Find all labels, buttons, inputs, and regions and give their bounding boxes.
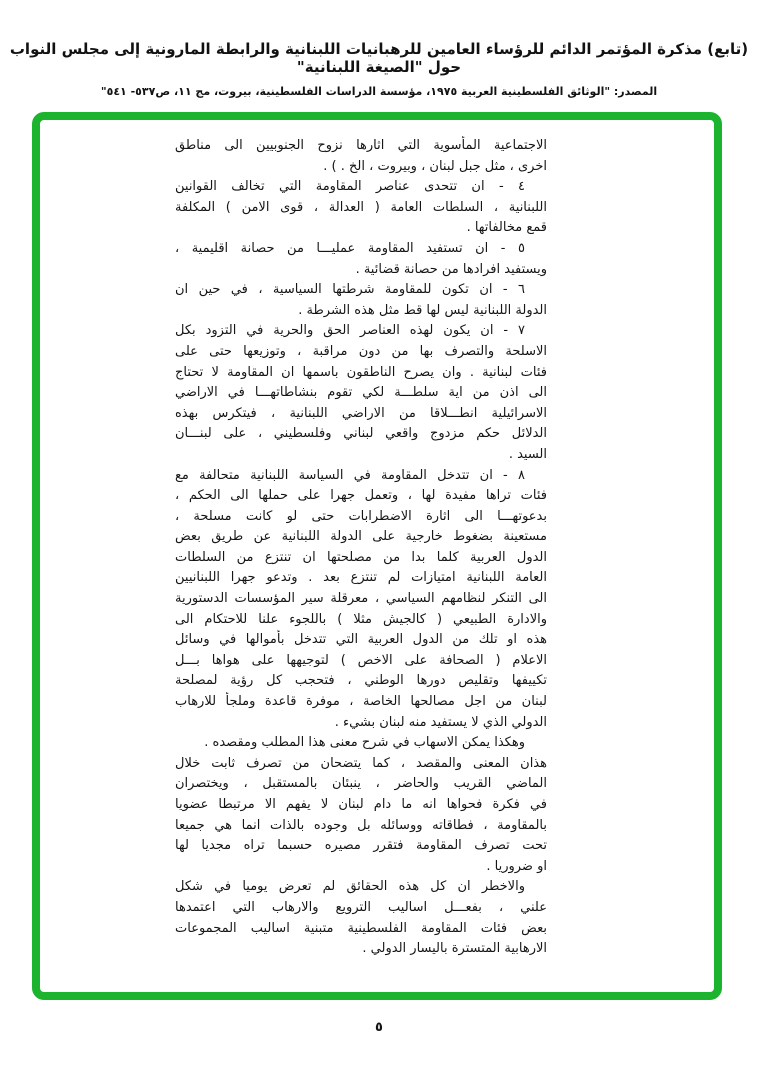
body-line: ٦ - ان تكون للمقاومة شرطتها السياسية ، في حين ان bbox=[175, 282, 525, 298]
body-line: بعض فئات المقاومة الفلسطينية متبنية اساليب المجموعات bbox=[175, 920, 547, 936]
body-line: الاسرائيلية انطـــلاقا من الاراضي اللبنانية ، فيتكرس بهذه bbox=[175, 405, 547, 421]
body-line: ٤ - ان تتحدى عناصر المقاومة التي تخالف القوانين bbox=[175, 179, 525, 195]
body-line: والاخطر ان كل هذه الحقائق لم تعرض يوميا في شكل bbox=[175, 879, 525, 895]
body-line: الى التنكر لنظامهم السياسي ، معرقلة سير المؤسسات الدستورية bbox=[175, 591, 547, 607]
body-line: وهكذا يمكن الاسهاب في شرح معنى هذا المطلب ومقصده . bbox=[204, 735, 525, 751]
page-number: ٥ bbox=[375, 1020, 383, 1035]
page-header bbox=[0, 40, 758, 98]
body-line: ٥ - ان تستفيد المقاومة عمليـــا من حصانة اقليمية ، bbox=[175, 240, 525, 256]
body-line: الاعلام ( الصحافة على الاخص ) لتوجيهها على هواها بـــل bbox=[175, 652, 547, 668]
body-line: او ضروريا . bbox=[486, 858, 547, 874]
body-line: العامة اللبنانية امتيازات لم تنتزع بعد . وتدعو جهرا اللبنانيين bbox=[175, 570, 547, 586]
body-line: الاسلحة والتصرف بها من دون مراقبة ، وتوزيعها حتى على bbox=[175, 343, 547, 359]
body-line: مستعينة بضغوط خارجية على الدولة اللبنانية عن طريق بعض bbox=[175, 529, 547, 545]
body-line: ويستفيد افرادها من حصانة قضائية . bbox=[355, 261, 547, 277]
body-line: هذان المعنى والمقصد ، كما يتضحان من تصرف ثابت خلال bbox=[175, 755, 547, 771]
body-line: بالمقاومة ، فطاقاته ووسائله بل وجوده بالذات انما هي جميعا bbox=[175, 817, 547, 833]
green-border-frame bbox=[32, 112, 722, 1000]
body-line: الى اذن من اية سلطـــة لكي تقوم بنشاطاتهـــا في الاراضي bbox=[175, 385, 547, 401]
body-line: هذه او تلك من الدول العربية التي تتدخل بأموالها في وسائل bbox=[175, 632, 547, 648]
body-line: الدولي الذي لا يستفيد منه لبنان بشيء . bbox=[334, 714, 547, 730]
body-line: الاجتماعية المأسوية التي اثارها نزوح الجنوبيين الى مناطق bbox=[175, 138, 547, 153]
body-line: علني ، بفعـــل اساليب الترويع والارهاب التي اعتمدها bbox=[175, 899, 547, 915]
body-line: اللبنانية ، السلطات العامة ( العدالة ، قوى الامن ) المكلفة bbox=[175, 199, 547, 215]
body-line: في فكرة فحواها انه ما دام لبنان لا يفهم الا مرتبطا عضويا bbox=[175, 797, 547, 812]
body-line: قمع مخالفاتها . bbox=[466, 220, 547, 236]
body-line: ٨ - ان تتدخل المقاومة في السياسة اللبنانية متحالفة مع bbox=[175, 467, 525, 483]
page-footer bbox=[0, 1016, 758, 1035]
body-line: السيد . bbox=[508, 446, 547, 462]
body-line: الدلائل حكم مزدوج واقعي لبناني وفلسطيني ، على لبنـــان bbox=[175, 426, 547, 442]
body-line: اخرى ، مثل جبل لبنان ، وبيروت ، الخ . ) . bbox=[323, 158, 547, 174]
body-line: تحت تصرف المقاومة فتقرر مصيره حسبما تراه مجديا لها bbox=[175, 838, 547, 854]
text-column bbox=[175, 136, 547, 960]
body-line: بدعوتهـــا الى اثارة الاضطرابات حتى لو كانت مسلحة ، bbox=[175, 508, 547, 524]
body-line: الدولة اللبنانية ليس لها قط مثل هذه الشرطة . bbox=[298, 302, 547, 318]
body-line: فئات لبنانية . وان يصرح الناطقون باسمها ان المقاومة لا تحتاج bbox=[175, 364, 547, 380]
body-line: الماضي القريب والحاضر ، ينبئان بالمستقبل ، ويختصران bbox=[175, 776, 547, 792]
body-line: فئات تراها مفيدة لها ، وتعمل جهرا على حملها الى الحكم ، bbox=[175, 488, 547, 504]
body-line: الدول العربية كلما بدا من مصلحتها ان تنتزع من السلطات bbox=[175, 549, 547, 565]
document-title: (تابع) مذكرة المؤتمر الدائم للرؤساء العامين للرهبانيات اللبنانية والرابطة المارونية إلى مجلس النواب حول "الصيغة اللبنانية" bbox=[9, 40, 749, 76]
body-line: الارهابية المتسترة باليسار الدولي . bbox=[362, 941, 547, 957]
body-line: لبنان من اجل مصالحها الخاصة ، موفرة قاعدة وملجأً للارهاب bbox=[175, 694, 547, 710]
document-source-citation: المصدر: "الوثائق الفلسطينية العربية ١٩٧٥، مؤسسة الدراسات الفلسطينية، بيروت، مج ١١، ص٥٣٧- ٥٤١" bbox=[100, 85, 658, 98]
body-line: تكييفها وتقليص دورها الوطني ، فتحجب كل رؤية لمصلحة bbox=[175, 673, 547, 689]
body-line: ٧ - ان يكون لهذه العناصر الحق والحرية في التزود بكل bbox=[175, 323, 525, 339]
body-line: والادارة الطبيعي ( كالجيش مثلا ) باللجوء علنا للاحتكام الى bbox=[175, 611, 547, 627]
